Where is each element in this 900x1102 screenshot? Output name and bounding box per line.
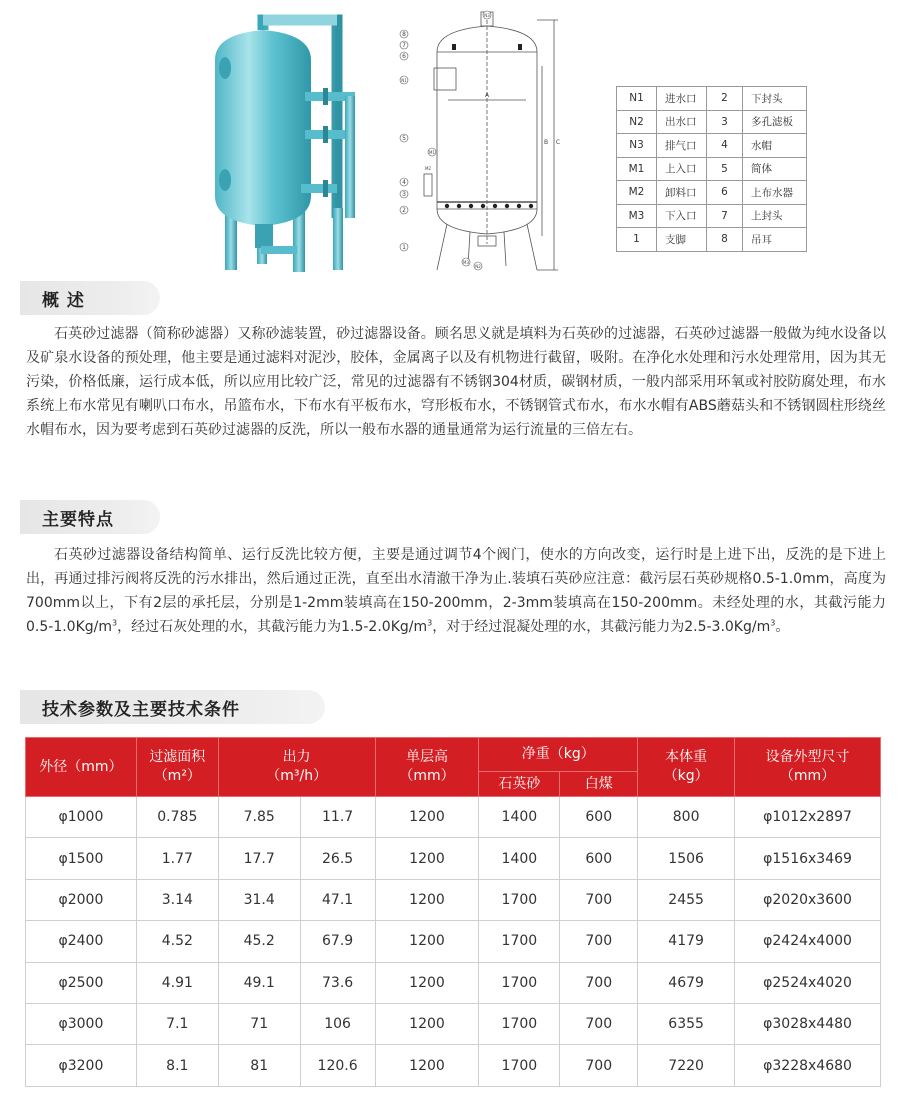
col-net-weight: 净重（kg） (479, 738, 638, 772)
cell-output-min: 17.7 (218, 838, 300, 879)
cell-output-min: 81 (218, 1045, 300, 1086)
legend-name: 出水口 (657, 110, 707, 134)
cell-quartz: 1700 (479, 962, 560, 1003)
tank-technical-drawing (392, 4, 582, 274)
cell-body-weight: 7220 (638, 1045, 735, 1086)
legend-code: 1 (617, 228, 657, 252)
cell-output-min: 49.1 (218, 962, 300, 1003)
col-height (375, 738, 479, 797)
legend-name: 进水口 (657, 87, 707, 111)
col-area-l2: （m²） (153, 768, 201, 784)
cell-body-weight: 2455 (638, 879, 735, 920)
spec-table (25, 737, 881, 1087)
legend-row (617, 228, 807, 252)
legend-num: 6 (707, 181, 743, 205)
cell-area: 8.1 (136, 1045, 218, 1086)
cell-output-min: 45.2 (218, 921, 300, 962)
legend-code: N1 (617, 87, 657, 111)
cell-size: φ2524x4020 (735, 962, 881, 1003)
cell-height: 1200 (375, 1045, 479, 1086)
cell-height: 1200 (375, 797, 479, 838)
cell-body-weight: 4179 (638, 921, 735, 962)
cell-diameter: φ2000 (26, 879, 137, 920)
cell-output-max: 26.5 (300, 838, 375, 879)
legend-num: 7 (707, 204, 743, 228)
features-sup-c: 3 (770, 618, 776, 628)
cell-body-weight: 1506 (638, 838, 735, 879)
cell-quartz: 1700 (479, 1003, 560, 1044)
cell-output-min: 31.4 (218, 879, 300, 920)
features-text-a: 石英砂过滤器设备结构简单、运行反洗比较方便，主要是通过调节4个阀门，使水的方向改变，运行时是上进下出，反洗的是下进上出，再通过排污阀将反洗的污水排出，然后通过正洗，直至出水清澈干净为止.装填石英砂应注意：截污层石英砂规格0.5-1.0mm，高度为700mm以上，下有2层的承托层，分别是1-2mm装填高在150-200mm，2-3mm装填高在150-200mm。未经处理的水，其截污能力0.5-1.0Kg/m (26, 547, 886, 635)
col-size-l1: 设备外型尺寸 (765, 749, 850, 765)
callout-8: 8 (402, 31, 406, 38)
callout-7: 7 (402, 42, 406, 49)
cell-diameter: φ2400 (26, 921, 137, 962)
features-sup-b: 3 (427, 618, 433, 628)
cell-coal: 700 (560, 1045, 638, 1086)
cell-height: 1200 (375, 879, 479, 920)
callout-6: 6 (402, 53, 406, 60)
callout-1: 1 (402, 244, 406, 251)
legend-code: M1 (617, 157, 657, 181)
col-output (218, 738, 375, 797)
col-area-l1: 过滤面积 (149, 749, 206, 765)
cell-size: φ1012x2897 (735, 797, 881, 838)
cell-size: φ1516x3469 (735, 838, 881, 879)
legend-name: 支脚 (657, 228, 707, 252)
features-heading: 主要特点 (20, 500, 160, 534)
cell-size: φ3228x4680 (735, 1045, 881, 1086)
cell-area: 7.1 (136, 1003, 218, 1044)
callout-n1: N1 (401, 78, 407, 83)
cell-coal: 600 (560, 797, 638, 838)
cell-size: φ2020x3600 (735, 879, 881, 920)
cell-output-max: 73.6 (300, 962, 375, 1003)
legend-row (617, 134, 807, 158)
callout-4: 4 (402, 179, 406, 186)
features-text-b: ，经过石灰处理的水，其截污能力为1.5-2.0Kg/m (117, 619, 428, 635)
legend-name: 下入口 (657, 204, 707, 228)
dim-b-label: B (543, 139, 549, 146)
callout-m1: M1 (429, 150, 435, 155)
legend-code: M3 (617, 204, 657, 228)
callout-3: 3 (402, 191, 406, 198)
table-row (26, 838, 881, 879)
cell-coal: 700 (560, 962, 638, 1003)
table-row (26, 962, 881, 1003)
cell-output-max: 106 (300, 1003, 375, 1044)
legend-code: N3 (617, 134, 657, 158)
cell-output-min: 7.85 (218, 797, 300, 838)
cell-diameter: φ2500 (26, 962, 137, 1003)
cell-area: 4.52 (136, 921, 218, 962)
overview-heading: 概 述 (20, 281, 160, 315)
col-diameter: 外径（mm） (26, 738, 137, 797)
cell-height: 1200 (375, 838, 479, 879)
features-text-c: ，对于经过混凝处理的水，其截污能力为2.5-3.0Kg/m (432, 619, 771, 635)
col-size-l2: （mm） (779, 768, 836, 784)
cell-size: φ3028x4480 (735, 1003, 881, 1044)
legend-row (617, 204, 807, 228)
legend-part: 上布水器 (743, 181, 807, 205)
legend-num: 5 (707, 157, 743, 181)
cell-body-weight: 4679 (638, 962, 735, 1003)
cell-output-min: 71 (218, 1003, 300, 1044)
legend-part: 简体 (743, 157, 807, 181)
legend-num: 4 (707, 134, 743, 158)
legend-row (617, 181, 807, 205)
cell-size: φ2424x4000 (735, 921, 881, 962)
table-row (26, 1045, 881, 1086)
col-output-l1: 出力 (282, 749, 311, 765)
cell-diameter: φ1000 (26, 797, 137, 838)
features-text-d: 。 (775, 619, 790, 635)
cell-height: 1200 (375, 921, 479, 962)
dim-a-label: A (484, 92, 490, 99)
cell-area: 3.14 (136, 879, 218, 920)
cell-quartz: 1700 (479, 1045, 560, 1086)
cell-body-weight: 800 (638, 797, 735, 838)
legend-num: 2 (707, 87, 743, 111)
col-body-l1: 本体重 (665, 749, 708, 765)
legend-part: 上封头 (743, 204, 807, 228)
cell-coal: 700 (560, 879, 638, 920)
cell-output-max: 11.7 (300, 797, 375, 838)
legend-name: 排气口 (657, 134, 707, 158)
legend-part: 下封头 (743, 87, 807, 111)
parts-legend-table (616, 86, 807, 252)
legend-name: 卸料口 (657, 181, 707, 205)
cell-body-weight: 6355 (638, 1003, 735, 1044)
callout-2: 2 (402, 207, 406, 214)
table-row (26, 921, 881, 962)
callout-n2: N2 (475, 264, 481, 269)
legend-num: 3 (707, 110, 743, 134)
cell-coal: 700 (560, 921, 638, 962)
features-paragraph (26, 543, 886, 639)
cell-output-max: 120.6 (300, 1045, 375, 1086)
cell-diameter: φ3200 (26, 1045, 137, 1086)
col-body-l2: （kg） (663, 768, 709, 784)
cell-quartz: 1400 (479, 797, 560, 838)
callout-m3: M3 (463, 260, 469, 265)
cell-diameter: φ3000 (26, 1003, 137, 1044)
col-coal: 白煤 (560, 772, 638, 797)
cell-quartz: 1700 (479, 921, 560, 962)
cell-area: 0.785 (136, 797, 218, 838)
legend-name: 上入口 (657, 157, 707, 181)
table-row (26, 1003, 881, 1044)
callout-5: 5 (402, 135, 406, 142)
cell-diameter: φ1500 (26, 838, 137, 879)
cell-quartz: 1700 (479, 879, 560, 920)
features-sup-a: 3 (112, 618, 118, 628)
col-height-l1: 单层高 (405, 749, 448, 765)
cell-area: 4.91 (136, 962, 218, 1003)
legend-code: N2 (617, 110, 657, 134)
table-row (26, 879, 881, 920)
cell-coal: 700 (560, 1003, 638, 1044)
col-height-l2: （mm） (399, 768, 455, 784)
cell-height: 1200 (375, 962, 479, 1003)
col-output-l2: （m³/h） (266, 768, 328, 784)
cell-area: 1.77 (136, 838, 218, 879)
legend-part: 多孔滤板 (743, 110, 807, 134)
legend-part: 吊耳 (743, 228, 807, 252)
cell-output-max: 67.9 (300, 921, 375, 962)
overview-paragraph: 石英砂过滤器（简称砂滤器）又称砂滤装置，砂过滤器设备。顾名思义就是填料为石英砂的过滤器，石英砂过滤器一般做为纯水设备以及矿泉水设备的预处理，他主要是通过滤料对泥沙，胶体，金属离子以及有机物进行截留，吸附。在净化水处理和污水处理常用，因为其无污染，价格低廉，运行成本低，所以应用比较广泛，常见的过滤器有不锈钢304材质，碳钢材质，一般内部采用环氧或衬胶防腐处理，布水系统上布水常见有喇叭口布水，吊篮布水，下布水有平板布水，穹形板布水，不锈钢管式布水，布水水帽有ABS蘑菇头和不锈钢圆柱形绕丝水帽布水，因为要考虑到石英砂过滤器的反洗，所以一般布水器的通量通常为运行流量的三倍左右。 (26, 326, 886, 438)
callout-n3: N3 (484, 13, 490, 18)
legend-num: 8 (707, 228, 743, 252)
filter-tank-photo (205, 8, 385, 276)
cell-output-max: 47.1 (300, 879, 375, 920)
specs-heading: 技术参数及主要技术条件 (20, 690, 325, 724)
legend-row (617, 157, 807, 181)
col-area (136, 738, 218, 797)
legend-row (617, 87, 807, 111)
cell-height: 1200 (375, 1003, 479, 1044)
product-illustration-area (0, 0, 900, 280)
cell-quartz: 1400 (479, 838, 560, 879)
col-quartz: 石英砂 (479, 772, 560, 797)
legend-code: M2 (617, 181, 657, 205)
legend-part: 水帽 (743, 134, 807, 158)
cell-coal: 600 (560, 838, 638, 879)
legend-row (617, 110, 807, 134)
callout-m2: M2 (425, 166, 431, 171)
col-body-weight (638, 738, 735, 797)
col-size (735, 738, 881, 797)
table-row (26, 797, 881, 838)
dim-c-label: C (555, 139, 561, 146)
